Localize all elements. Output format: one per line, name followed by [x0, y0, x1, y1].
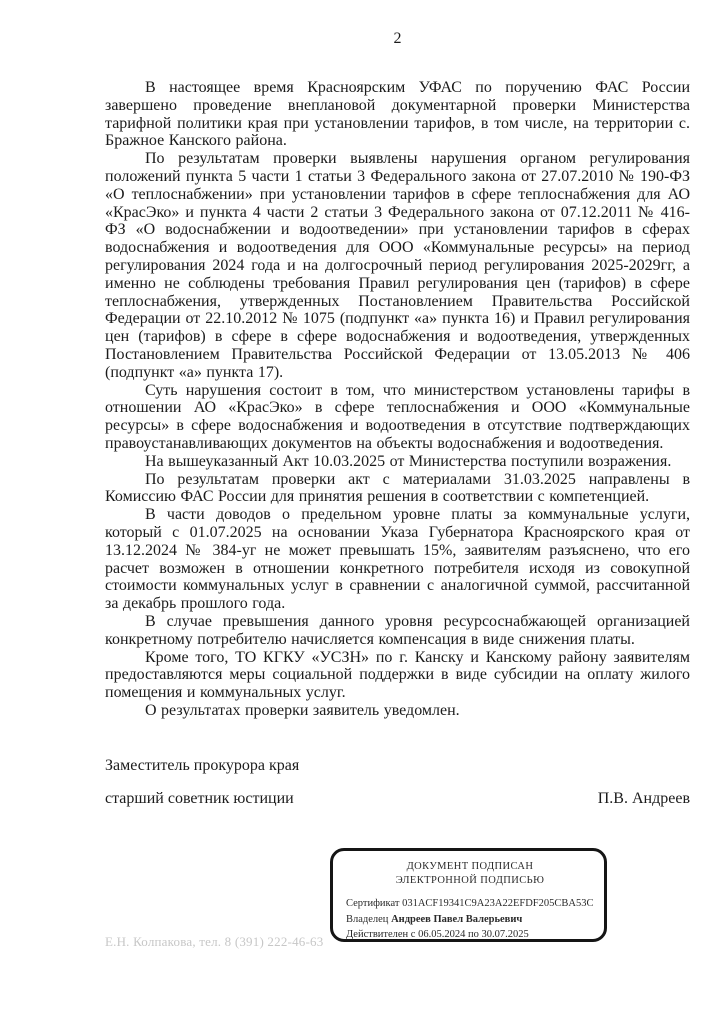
paragraph-4: На вышеуказанный Акт 10.03.2025 от Министерства поступили возражения.: [145, 452, 672, 470]
stamp-certificate: [346, 896, 594, 912]
document-content: [105, 30, 690, 808]
executor-contact: Е.Н. Колпакова, тел. 8 (391) 222-46-63: [105, 934, 324, 949]
stamp-owner: [346, 912, 594, 928]
paragraph-1: В настоящее время Красноярским УФАС по поручению ФАС России завершено проведение внеплановой документарной проверки Министерства тарифной политики края при установлении тарифов, в том числе, на территории с. Бражное Канского района.: [105, 79, 690, 150]
paragraph-2: По результатам проверки выявлены нарушения органом регулирования положений пункта 5 части 1 статьи 3 Федерального закона от 27.07.2010 № 190-ФЗ «О теплоснабжении» при установлении тарифов в сфере теплоснабжения для АО «КрасЭко» и пункта 4 части 2 статьи 3 Федерального закона от 07.12.2011 № 416-ФЗ «О водоснабжении и водоотведении» при установлении тарифов в сферах водоснабжения и водоотведения для ООО «Коммунальные ресурсы» на период регулирования 2024 года и на долгосрочный период регулирования 2025-2029гг, а именно не соблюдены требования Правил регулирования цен (тарифов) в сфере теплоснабжения, утвержденных Постановлением Правительства Российской Федерации от 22.10.2012 № 1075 (подпункт «а» пункта 16) и Правил регулирования цен (тарифов) в сфере в сфере водоснабжения и водоотведения, утвержденных Постановлением Правительства Российской Федерации от 13.05.2013 № 406 (подпункт «а» пункта 17).: [105, 150, 690, 381]
stamp-title-line2: ЭЛЕКТРОННОЙ ПОДПИСЬЮ: [395, 874, 545, 886]
paragraph-5: По результатам проверки акт с материалами 31.03.2025 направлены в Комиссию ФАС России для принятия решения в соответствии с компетенцией.: [105, 470, 690, 506]
certificate-value: 031ACF19341C9A23A22EFDF205CBA53C: [402, 898, 594, 909]
validity-label: Действителен с: [346, 929, 416, 941]
signer-name: П.В. Андреев: [597, 789, 690, 807]
certificate-label: Сертификат: [346, 898, 400, 909]
signer-row: [105, 790, 690, 808]
owner-value: Андреев Павел Валерьевич: [391, 913, 523, 925]
signature-block: [105, 757, 690, 808]
owner-label: Владелец: [346, 913, 389, 925]
validity-value: 06.05.2024 по 30.07.2025: [418, 929, 529, 941]
paragraph-3: Суть нарушения состоит в том, что министерством установлены тарифы в отношении АО «КрасЭко» в сфере теплоснабжения и ООО «Коммунальные ресурсы» в сфере водоснабжения и водоотведения в отсутствие подтверждающих правоустанавливающих документов на объекты водоснабжения и водоотведения.: [105, 381, 690, 452]
signer-position-line1: Заместитель прокурора края: [105, 756, 300, 774]
stamp-validity: [346, 927, 594, 943]
signer-position-line2: старший советник юстиции: [105, 789, 294, 807]
digital-signature-stamp: [330, 848, 607, 942]
paragraph-9: О результатах проверки заявитель уведомлен.: [145, 701, 460, 719]
paragraph-6: В части доводов о предельном уровне платы за коммунальные услуги, который с 01.07.2025 на основании Указа Губернатора Красноярского края от 13.12.2024 № 384-уг не может превышать 15%, заявителям разъяснено, что его расчет возможен в отношении конкретного потребителя исходя из совокупной стоимости коммунальных услуг в сравнении с аналогичной суммой, рассчитанной за декабрь прошлого года.: [105, 506, 690, 613]
page-number: 2: [393, 30, 402, 47]
paragraph-7: В случае превышения данного уровня ресурсоснабжающей организацией конкретному потребителю начисляется компенсация в виде снижения платы.: [105, 612, 690, 648]
stamp-title: [346, 860, 594, 887]
stamp-title-line1: ДОКУМЕНТ ПОДПИСАН: [406, 861, 534, 872]
paragraph-8: Кроме того, ТО КГКУ «УСЗН» по г. Канску и Канскому району заявителям предоставляются меры социальной поддержки в виде субсидии на оплату жилого помещения и коммунальных услуг.: [105, 648, 690, 702]
